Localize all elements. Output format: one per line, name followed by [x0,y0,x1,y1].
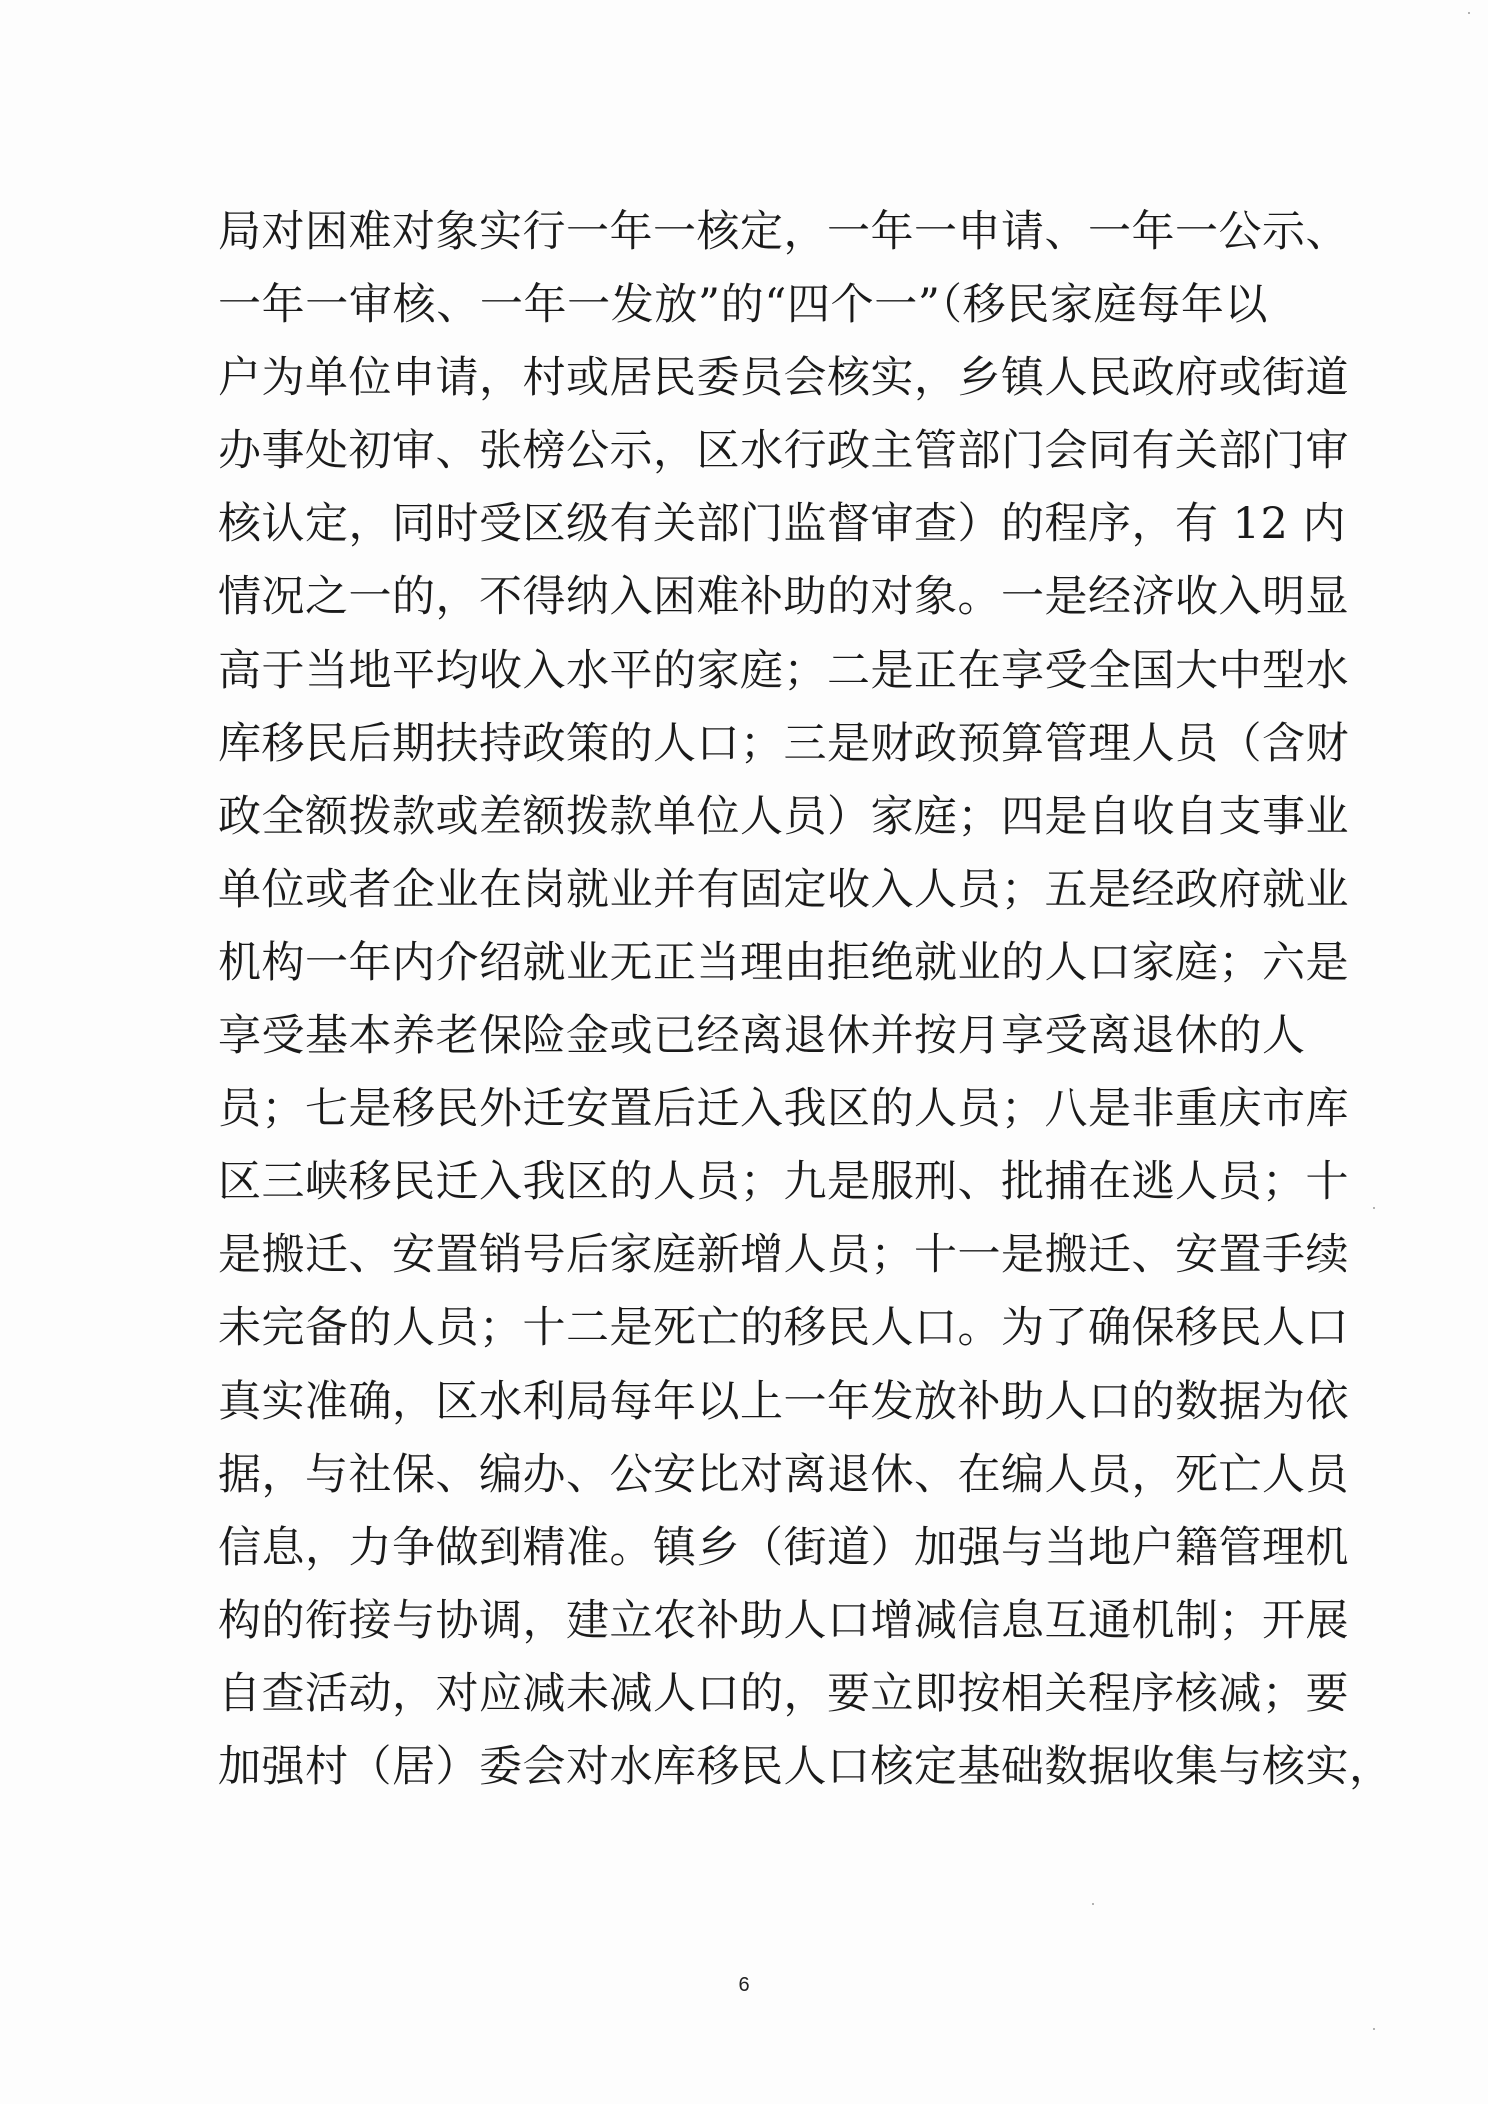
text-line: 库移民后期扶持政策的人口；三是财政预算管理人员（含财 [218,718,1349,769]
text-line: 信息，力争做到精准。镇乡（街道）加强与当地户籍管理机 [218,1522,1349,1573]
text-line: 据，与社保、编办、公安比对离退休、在编人员，死亡人员 [218,1449,1349,1500]
text-line: 加强村（居）委会对水库移民人口核定基础数据收集与核实， [218,1741,1393,1792]
scan-speck [1468,12,1470,14]
text-line: 户为单位申请，村或居民委员会核实，乡镇人民政府或街道 [218,353,1349,404]
text-line: 区三峡移民迁入我区的人员；九是服刑、批捕在逃人员；十 [218,1157,1349,1208]
text-line: 未完备的人员；十二是死亡的移民人口。为了确保移民人口 [218,1303,1349,1354]
text-line: 自查活动，对应减未减人口的，要立即按相关程序核减；要 [218,1668,1349,1719]
scan-speck [1373,2028,1375,2030]
scan-speck [1373,1207,1375,1209]
text-line: 政全额拨款或差额拨款单位人员）家庭；四是自收自支事业 [218,791,1349,842]
scan-speck [1092,1903,1094,1905]
text-line: 员；七是移民外迁安置后迁入我区的人员；八是非重庆市库 [218,1084,1349,1135]
text-line: 享受基本养老保险金或已经离退休并按月享受离退休的人 [218,1011,1306,1062]
text-line: 一年一审核、一年一发放”的“四个一”（移民家庭每年以 [218,280,1268,331]
text-line: 高于当地平均收入水平的家庭；二是正在享受全国大中型水 [218,645,1349,696]
text-line: 情况之一的，不得纳入困难补助的对象。一是经济收入明显 [218,572,1349,623]
text-line: 机构一年内介绍就业无正当理由拒绝就业的人口家庭；六是 [218,937,1349,988]
text-line: 办事处初审、张榜公示，区水行政主管部门会同有关部门审 [218,426,1349,477]
text-line: 是搬迁、安置销号后家庭新增人员；十一是搬迁、安置手续 [218,1230,1349,1281]
text-line: 核认定，同时受区级有关部门监督审查）的程序，有 12 内 [218,499,1347,550]
text-line: 真实准确，区水利局每年以上一年发放补助人口的数据为依 [218,1376,1349,1427]
page-number: 6 [738,1974,750,1996]
text-line: 单位或者企业在岗就业并有固定收入人员；五是经政府就业 [218,864,1349,915]
text-line: 构的衔接与协调，建立农补助人口增减信息互通机制；开展 [218,1595,1349,1646]
text-line: 局对困难对象实行一年一核定，一年一申请、一年一公示、 [218,207,1349,257]
body-text [218,196,1393,1804]
